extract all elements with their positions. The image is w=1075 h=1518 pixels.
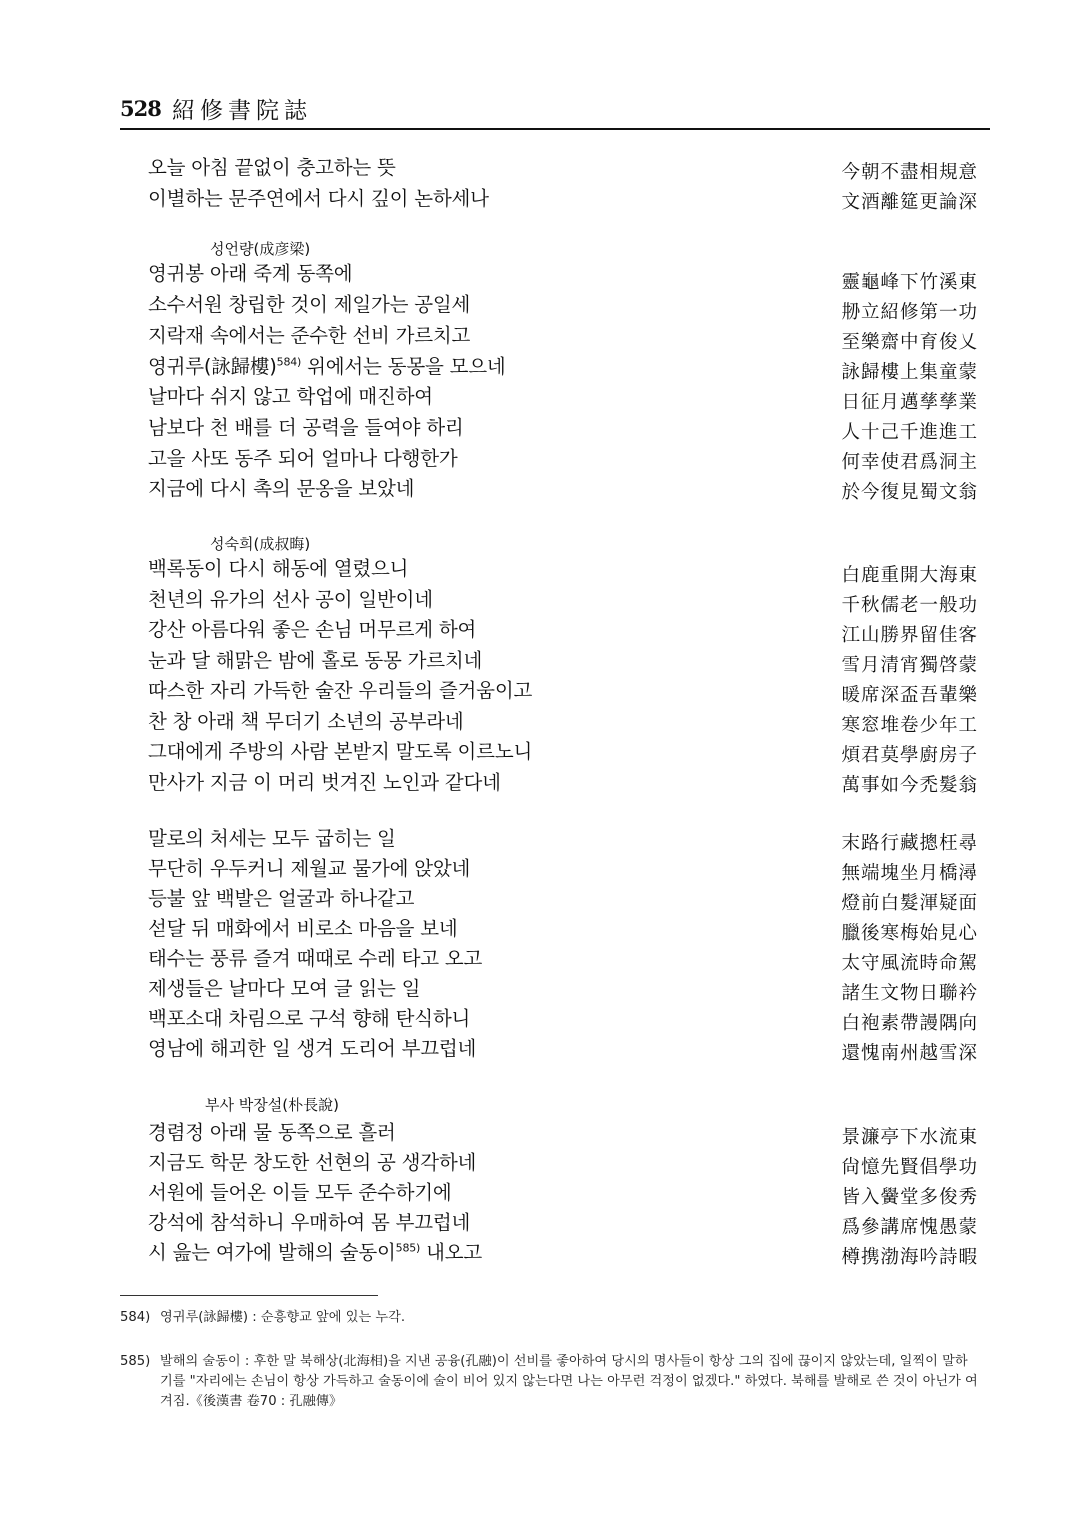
poem-line: 백록동이 다시 해동에 열렸으니 <box>148 557 409 580</box>
hanja-line: 諸生文物日聯衿 <box>841 983 978 1004</box>
poem-line: 영남에 해괴한 일 생겨 도리어 부끄럽네 <box>148 1037 477 1060</box>
page-number: 528 <box>120 96 161 121</box>
hanja-line: 暖席深盃吾輩樂 <box>841 685 978 706</box>
poem-line: 강산 아름다워 좋은 손님 머무르게 하여 <box>148 618 477 641</box>
hanja-line: 皆入黌堂多俊秀 <box>841 1187 978 1208</box>
hanja-line: 詠歸樓上集童蒙 <box>841 362 978 383</box>
poem-line: 지금도 학문 창도한 선현의 공 생각하네 <box>148 1151 477 1174</box>
hanja-line: 無端塊坐月橋潯 <box>841 863 978 884</box>
hanja-line: 還愧南州越雪深 <box>841 1043 978 1064</box>
hanja-line: 煩君莫學廚房子 <box>841 745 978 766</box>
poem-line: 서원에 들어온 이들 모두 준수하기에 <box>148 1181 452 1204</box>
poem-line: 눈과 달 해맑은 밤에 홀로 동몽 가르치네 <box>148 649 483 672</box>
footnote-text: 영귀루(詠歸樓) : 순흥향교 앞에 있는 누각. <box>160 1310 406 1325</box>
poem-line: 섣달 뒤 매화에서 비로소 마음을 보네 <box>148 917 458 940</box>
poem-line: 지금에 다시 촉의 문옹을 보았네 <box>148 477 415 500</box>
poem-line <box>148 1240 482 1266</box>
poem-line: 그대에게 주방의 사람 본받지 말도록 이르노니 <box>148 740 533 763</box>
hanja-line: 臘後寒梅始見心 <box>841 923 978 944</box>
hanja-line: 至樂齋中育俊乂 <box>841 332 978 353</box>
hanja-line: 白袍素帶謾隅向 <box>841 1013 978 1034</box>
poem-line: 경렴정 아래 물 동쪽으로 흘러 <box>148 1121 396 1144</box>
poem-line: 이별하는 문주연에서 다시 깊이 논하세나 <box>148 187 489 210</box>
poem-line: 제생들은 날마다 모여 글 읽는 일 <box>148 977 421 1000</box>
hanja-line: 白鹿重開大海東 <box>841 565 978 586</box>
hanja-line: 於今復見蜀文翁 <box>841 482 978 503</box>
hanja-line: 樽携渤海吟詩暇 <box>841 1247 978 1268</box>
hanja-line: 萬事如今禿髮翁 <box>841 775 978 796</box>
hanja-line: 尙憶先賢倡學功 <box>841 1157 978 1178</box>
poem-line: 태수는 풍류 즐겨 때때로 수레 타고 오고 <box>148 947 483 970</box>
poem-line: 만사가 지금 이 머리 벗겨진 노인과 같다네 <box>148 771 501 794</box>
footnote-ref[interactable]: 585) <box>395 1241 421 1255</box>
footnote-text: 발해의 술동이 : 후한 말 북해상(北海相)을 지낸 공융(孔融)이 선비를 좋아하여 당시의 명사들이 항상 그의 집에 끊이지 않았는데, 일찍이 말하기를 "자리에는 손님이 항상 가득하고 술동이에 술이 비어 있지 않는다면 나는 아무런 걱정이 없겠다." 하였다. 북해를 발해로 쓴 것이 아닌가 여겨짐.《後漢書 卷70 : 孔融傳》 <box>160 1354 978 1409</box>
book-title: 紹修書院誌 <box>172 98 312 124</box>
hanja-line: 爲參講席愧愚蒙 <box>841 1217 978 1238</box>
poem-line: 오늘 아침 끝없이 충고하는 뜻 <box>148 156 396 179</box>
hanja-line: 雪月清宵獨啓蒙 <box>841 655 978 676</box>
hanja-line: 景濂亭下水流東 <box>841 1127 978 1148</box>
poem-line: 말로의 처세는 모두 굽히는 일 <box>148 827 396 850</box>
poem-text: 시 읊는 여가에 발해의 술동이 <box>148 1241 396 1264</box>
poem-line: 영귀봉 아래 죽계 동쪽에 <box>148 262 353 285</box>
poem-line: 백포소대 차림으로 구석 향해 탄식하니 <box>148 1007 471 1030</box>
hanja-line: 文酒離筵更論深 <box>841 192 978 213</box>
poem-text: 위에서는 동몽을 모으네 <box>301 355 506 378</box>
poem-line: 지락재 속에서는 준수한 선비 가르치고 <box>148 324 471 347</box>
poem-line: 등불 앞 백발은 얼굴과 하나같고 <box>148 887 415 910</box>
header-rule <box>120 128 990 130</box>
poem-line: 남보다 천 배를 더 공력을 들여야 하리 <box>148 416 464 439</box>
poem-line: 천년의 유가의 선사 공이 일반이네 <box>148 588 433 611</box>
footnote-ref[interactable]: 584) <box>276 355 302 369</box>
hanja-line: 燈前白髮渾疑面 <box>841 893 978 914</box>
footnote <box>120 1352 978 1416</box>
hanja-line: 人十己千進進工 <box>841 422 978 443</box>
poem-line: 무단히 우두커니 제월교 물가에 앉았네 <box>148 857 471 880</box>
hanja-line: 日征月邁孳孳業 <box>841 392 978 413</box>
hanja-line: 今朝不盡相規意 <box>841 162 978 183</box>
hanja-line: 江山勝界留佳客 <box>841 625 978 646</box>
author-name: 부사 박장설(朴長說) <box>205 1096 339 1114</box>
poem-line <box>148 354 506 380</box>
hanja-line: 寒窓堆卷少年工 <box>841 715 978 736</box>
poem-text: 내오고 <box>420 1241 483 1264</box>
poem-line: 강석에 참석하니 우매하여 몸 부끄럽네 <box>148 1211 471 1234</box>
footnote-rule <box>120 1295 378 1296</box>
poem-line: 따스한 자리 가득한 술잔 우리들의 즐거움이고 <box>148 679 533 702</box>
footnote-number: 584) <box>120 1310 151 1325</box>
footnote <box>120 1308 978 1328</box>
hanja-line: 何幸使君爲洞主 <box>841 452 978 473</box>
hanja-line: 太守風流時命駕 <box>841 953 978 974</box>
poem-line: 고을 사또 동주 되어 얼마나 다행한가 <box>148 447 458 470</box>
poem-line: 찬 창 아래 책 무더기 소년의 공부라네 <box>148 710 464 733</box>
hanja-line: 靈龜峰下竹溪東 <box>841 272 978 293</box>
footnote-number: 585) <box>120 1354 151 1369</box>
hanja-line: 刱立紹修第一功 <box>841 302 978 323</box>
poem-line: 날마다 쉬지 않고 학업에 매진하여 <box>148 385 433 408</box>
hanja-line: 千秋儒老一般功 <box>841 595 978 616</box>
page-header <box>120 92 990 132</box>
poem-line: 소수서원 창립한 것이 제일가는 공일세 <box>148 293 471 316</box>
author-name: 성언량(成彦梁) <box>210 240 311 258</box>
poem-text: 영귀루(詠歸樓) <box>148 355 277 378</box>
hanja-line: 末路行藏摠枉尋 <box>841 833 978 854</box>
author-name: 성숙희(成叔晦) <box>210 535 311 553</box>
